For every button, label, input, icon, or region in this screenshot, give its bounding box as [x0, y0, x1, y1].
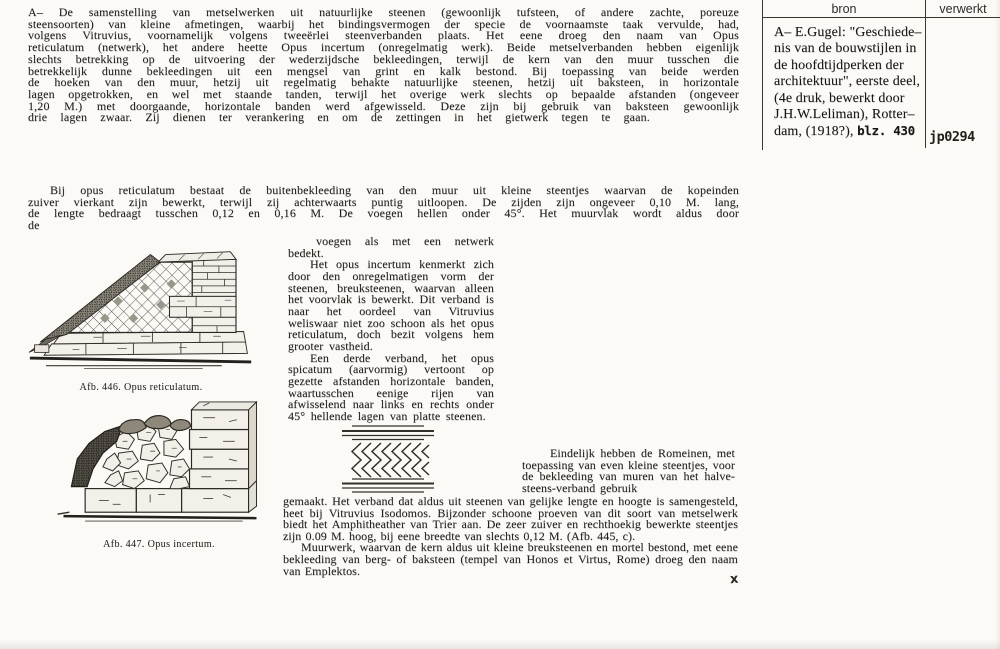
opus-incertum-illustration [54, 398, 264, 526]
source-citation [774, 25, 926, 141]
panel-header-underline [762, 17, 1000, 18]
body-paragraph-4: Een derde verband, het opus spicatum (aarvormig) vertoont op gezette afstanden horizontale banden, waartusschen eenige rijen van afwisselend naar links en rechts onder 45° hellende lagen van platte steenen. [288, 350, 494, 423]
processed-code-stamp: jp0294 [929, 129, 975, 145]
body-paragraph-5-start [522, 448, 735, 494]
citation-line: (4e druk, bewerkt door [774, 90, 905, 106]
citation-page-ref: blz. 430 [857, 123, 915, 139]
citation-line: architektuur", eerste deel, [774, 74, 921, 90]
body-paragraph-3: Het opus incertum kenmerkt zich door den onregelmatigen vorm der steenen, breuksteenen, waarvan alleen het voorvlak is bewerkt. Dit verband is naar het oordeel van Vitruvius weliswaar niet zoo schoon als het opus reticulatum, doch bezit volgens hem grooter vastheid. [288, 257, 494, 353]
citation-line: de hoofdtijdperken der [774, 57, 904, 73]
body-paragraph-6: Muurwerk, waarvan de kern aldus uit kleine breuksteenen en mortel bestond, met eene bekleeding van berg- of baksteen (tempel van Honos et Virtus, Rome) droeg den naam van Emplektos. [283, 540, 738, 578]
chevron-band [352, 443, 429, 477]
figure-446-caption: Afb. 446. Opus reticulatum. [79, 382, 203, 393]
body-paragraph-2: Bij opus reticulatum bestaat de buitenbekleeding van den muur uit kleine steentjes waarvan de kopeinden zuiver vierkant zijn bewerkt, terwijl zij achterwaarts puntig uitloopen. De zijden zijn ongeveer 0,10 M. lang, de lengte bedraagt tusschen 0,12 en 0,16 M. De voegen hellen onder 45°. Het muurvlak wordt aldus door de [28, 183, 739, 233]
body-bottom-block [283, 496, 738, 577]
opus-spicatum-diagram [342, 424, 434, 496]
figure-447-caption: Afb. 447. Opus incertum. [103, 539, 215, 550]
panel-left-border [762, 0, 763, 150]
scan-bottom-shadow [0, 639, 1000, 649]
body-paragraph-5-rest: gemaakt. Het verband dat aldus uit steenen van gelijke lengte en hoogte is samengesteld, heet bij Vitruvius Isodomos. Bijzonder schoone proeven van dit soort van metselwerk biedt het Amphitheather van Trier aan. De zeer zuiver en rechthoekig bewerkte steentjes zijn 0.09 M. hoog, bij eene breedte van slechts 0,12 M. (Afb. 445, c). [283, 494, 738, 543]
citation-line: J.H.W.Leliman), Rotter– [774, 107, 915, 123]
figure-446 [27, 250, 255, 393]
citation-line: dam, (1918?), [774, 124, 854, 140]
figure-447 [54, 398, 264, 550]
scan-right-shadow [995, 0, 1000, 649]
citation-line: nis van de bouwstijlen in [774, 41, 917, 57]
herringbone-pattern-illustration [342, 424, 434, 496]
citation-last-line [774, 123, 926, 140]
body-paragraph-2-tail: voegen als met een netwerk bedekt. [288, 234, 494, 260]
handwritten-x-mark: x [729, 571, 739, 588]
bron-column-header: bron [831, 2, 857, 16]
citation-line: A– E.Gugel: "Geschiede– [774, 25, 922, 40]
paragraph-5-start-text: Eindelijk hebben de Romeinen, met toepassing van even kleine steentjes, voor de bekleeding van muren van het halve-steens-verband gebruik [522, 446, 735, 495]
opus-reticulatum-illustration [27, 250, 255, 375]
verwerkt-column-header: verwerkt [939, 2, 987, 16]
body-paragraph-1: A– De samenstelling van metselwerken uit natuurlijke steenen (gewoonlijk tufsteen, of andere zachte, poreuze steensoorten) van kleine afmetingen, waarbij het bindingsvermogen der specie de voornaamste taak vervulde, had, volgens Vitruvius, voornamelijk volgens tweeërlei steenverbanden plaats. Het eene droeg den naam van Opus reticulatum (netwerk), het andere heette Opus incertum (onregelmatig werk). Beide metselverbanden hebben eigenlijk slechts betrekking op de uitvoering der wederzijdsche bekleedingen, terwijl de kern van den muur tusschen die betrekkelijk dunne bekleedingen uit een mengsel van grint en kalk bestond. Bij toepassing van beide werden de hoeken van den muur, hetzij uit regelmatig behakte natuurlijke steenen, hetzij uit baksteen, in horizontale lagen opgetrokken, en wel met staande tanden, terwijl het overige werk slechts op bepaalde afstanden (ongeveer 1,20 M.) met doorgaande, horizontale banden werd afgewisseld. Deze zijn bij gebruik van baksteen gewoonlijk drie lagen zwaar. Zij dienen ter verankering en om de zettingen in het gietwerk tegen te gaan. [28, 5, 739, 125]
body-column-right [288, 236, 494, 423]
